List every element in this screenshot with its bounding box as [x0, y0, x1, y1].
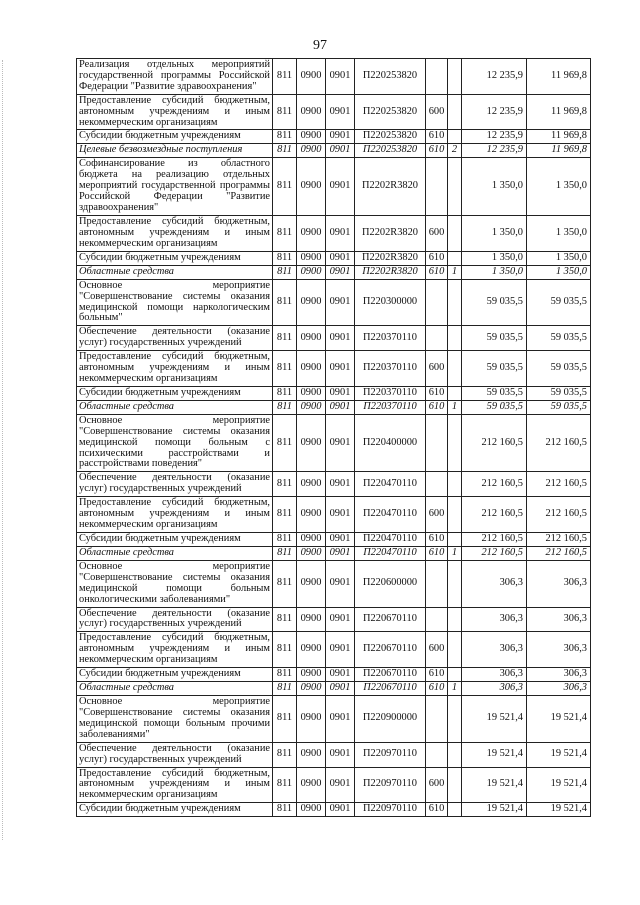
amount-year2-cell: 212 160,5 — [527, 472, 591, 497]
expense-type-code-cell: 600 — [426, 351, 448, 387]
row-name-cell: Субсидии бюджетным учреждениям — [77, 251, 273, 265]
funding-source-cell: 1 — [448, 682, 462, 696]
amount-year2-cell: 306,3 — [527, 560, 591, 607]
grbs-code-cell: 811 — [273, 803, 297, 817]
expense-type-code-cell: 610 — [426, 546, 448, 560]
amount-year1-cell: 1 350,0 — [462, 215, 527, 251]
row-name-cell: Предоставление субсидий бюджетным, автономным учреждениям и иным некоммерческим организациям — [77, 94, 273, 130]
grbs-code-cell: 811 — [273, 767, 297, 803]
row-name-cell: Основное мероприятие "Совершенствование системы оказания медицинской помощи больным онкологическими заболеваниями" — [77, 560, 273, 607]
table-row — [77, 400, 591, 414]
funding-source-cell: 1 — [448, 400, 462, 414]
row-name-cell: Областные средства — [77, 400, 273, 414]
amount-year1-cell: 19 521,4 — [462, 803, 527, 817]
table-row — [77, 497, 591, 533]
subsection-code-cell: 0901 — [326, 696, 355, 743]
grbs-code-cell: 811 — [273, 632, 297, 668]
expense-type-code-cell — [426, 560, 448, 607]
amount-year2-cell: 59 035,5 — [527, 386, 591, 400]
grbs-code-cell: 811 — [273, 279, 297, 326]
section-code-cell: 0900 — [297, 742, 326, 767]
row-name-cell: Основное мероприятие "Совершенствование системы оказания медицинской помощи больным с психическими расстройствами и расстройствами поведения" — [77, 414, 273, 472]
amount-year1-cell: 19 521,4 — [462, 696, 527, 743]
section-code-cell: 0900 — [297, 560, 326, 607]
subsection-code-cell: 0901 — [326, 682, 355, 696]
amount-year1-cell: 59 035,5 — [462, 279, 527, 326]
expense-type-code-cell: 610 — [426, 803, 448, 817]
page-number: 97 — [313, 38, 327, 53]
grbs-code-cell: 811 — [273, 742, 297, 767]
target-article-code-cell: П2202R3820 — [355, 215, 426, 251]
grbs-code-cell: 811 — [273, 472, 297, 497]
grbs-code-cell: 811 — [273, 560, 297, 607]
table-row — [77, 742, 591, 767]
grbs-code-cell: 811 — [273, 497, 297, 533]
subsection-code-cell: 0901 — [326, 497, 355, 533]
subsection-code-cell: 0901 — [326, 59, 355, 95]
subsection-code-cell: 0901 — [326, 215, 355, 251]
amount-year2-cell: 306,3 — [527, 607, 591, 632]
table-row — [77, 696, 591, 743]
funding-source-cell — [448, 279, 462, 326]
subsection-code-cell: 0901 — [326, 400, 355, 414]
target-article-code-cell: П220670110 — [355, 607, 426, 632]
funding-source-cell — [448, 414, 462, 472]
funding-source-cell — [448, 767, 462, 803]
amount-year1-cell: 1 350,0 — [462, 158, 527, 216]
target-article-code-cell: П220370110 — [355, 400, 426, 414]
section-code-cell: 0900 — [297, 351, 326, 387]
amount-year1-cell: 19 521,4 — [462, 767, 527, 803]
section-code-cell: 0900 — [297, 386, 326, 400]
funding-source-cell — [448, 532, 462, 546]
target-article-code-cell: П2202R3820 — [355, 265, 426, 279]
target-article-code-cell: П220253820 — [355, 59, 426, 95]
amount-year1-cell: 212 160,5 — [462, 414, 527, 472]
funding-source-cell — [448, 607, 462, 632]
section-code-cell: 0900 — [297, 472, 326, 497]
funding-source-cell — [448, 130, 462, 144]
grbs-code-cell: 811 — [273, 144, 297, 158]
grbs-code-cell: 811 — [273, 386, 297, 400]
amount-year1-cell: 1 350,0 — [462, 251, 527, 265]
row-name-cell: Основное мероприятие "Совершенствование системы оказания медицинской помощи больным прочими заболеваниями" — [77, 696, 273, 743]
target-article-code-cell: П220470110 — [355, 546, 426, 560]
grbs-code-cell: 811 — [273, 546, 297, 560]
expense-type-code-cell: 610 — [426, 130, 448, 144]
row-name-cell: Реализация отдельных мероприятий государственной программы Российской Федерации "Развитие здравоохранения" — [77, 59, 273, 95]
grbs-code-cell: 811 — [273, 351, 297, 387]
subsection-code-cell: 0901 — [326, 607, 355, 632]
subsection-code-cell: 0901 — [326, 668, 355, 682]
amount-year2-cell: 1 350,0 — [527, 215, 591, 251]
row-name-cell: Предоставление субсидий бюджетным, автономным учреждениям и иным некоммерческим организациям — [77, 215, 273, 251]
target-article-code-cell: П220370110 — [355, 351, 426, 387]
row-name-cell: Субсидии бюджетным учреждениям — [77, 668, 273, 682]
amount-year1-cell: 306,3 — [462, 668, 527, 682]
expense-type-code-cell: 610 — [426, 682, 448, 696]
table-row — [77, 158, 591, 216]
target-article-code-cell: П220670110 — [355, 668, 426, 682]
section-code-cell: 0900 — [297, 803, 326, 817]
subsection-code-cell: 0901 — [326, 130, 355, 144]
funding-source-cell — [448, 215, 462, 251]
funding-source-cell — [448, 59, 462, 95]
expense-type-code-cell — [426, 279, 448, 326]
grbs-code-cell: 811 — [273, 696, 297, 743]
funding-source-cell: 2 — [448, 144, 462, 158]
row-name-cell: Предоставление субсидий бюджетным, автономным учреждениям и иным некоммерческим организациям — [77, 351, 273, 387]
table-row — [77, 94, 591, 130]
row-name-cell: Целевые безвозмездные поступления — [77, 144, 273, 158]
section-code-cell: 0900 — [297, 59, 326, 95]
grbs-code-cell: 811 — [273, 400, 297, 414]
expense-type-code-cell: 600 — [426, 94, 448, 130]
table-row — [77, 414, 591, 472]
subsection-code-cell: 0901 — [326, 742, 355, 767]
funding-source-cell — [448, 472, 462, 497]
funding-source-cell — [448, 696, 462, 743]
subsection-code-cell: 0901 — [326, 326, 355, 351]
section-code-cell: 0900 — [297, 546, 326, 560]
table-row — [77, 560, 591, 607]
amount-year1-cell: 306,3 — [462, 682, 527, 696]
section-code-cell: 0900 — [297, 94, 326, 130]
target-article-code-cell: П220670110 — [355, 682, 426, 696]
subsection-code-cell: 0901 — [326, 144, 355, 158]
table-row — [77, 265, 591, 279]
target-article-code-cell: П220900000 — [355, 696, 426, 743]
section-code-cell: 0900 — [297, 497, 326, 533]
amount-year1-cell: 59 035,5 — [462, 351, 527, 387]
subsection-code-cell: 0901 — [326, 803, 355, 817]
expense-type-code-cell: 600 — [426, 632, 448, 668]
section-code-cell: 0900 — [297, 265, 326, 279]
expense-type-code-cell — [426, 326, 448, 351]
target-article-code-cell: П220970110 — [355, 767, 426, 803]
subsection-code-cell: 0901 — [326, 158, 355, 216]
table-row — [77, 607, 591, 632]
table-row — [77, 546, 591, 560]
amount-year2-cell: 19 521,4 — [527, 696, 591, 743]
expense-type-code-cell — [426, 696, 448, 743]
section-code-cell: 0900 — [297, 251, 326, 265]
row-name-cell: Софинансирование из областного бюджета на реализацию отдельных мероприятий государственной программы Российской Федерации "Развитие здравоохранения" — [77, 158, 273, 216]
grbs-code-cell: 811 — [273, 682, 297, 696]
subsection-code-cell: 0901 — [326, 251, 355, 265]
amount-year1-cell: 59 035,5 — [462, 326, 527, 351]
expense-type-code-cell: 610 — [426, 386, 448, 400]
row-name-cell: Субсидии бюджетным учреждениям — [77, 130, 273, 144]
budget-table — [76, 58, 591, 817]
amount-year2-cell: 19 521,4 — [527, 803, 591, 817]
subsection-code-cell: 0901 — [326, 767, 355, 803]
grbs-code-cell: 811 — [273, 158, 297, 216]
section-code-cell: 0900 — [297, 144, 326, 158]
row-name-cell: Предоставление субсидий бюджетным, автономным учреждениям и иным некоммерческим организациям — [77, 497, 273, 533]
amount-year1-cell: 59 035,5 — [462, 386, 527, 400]
table-row — [77, 130, 591, 144]
expense-type-code-cell — [426, 59, 448, 95]
section-code-cell: 0900 — [297, 607, 326, 632]
amount-year1-cell: 12 235,9 — [462, 130, 527, 144]
funding-source-cell — [448, 158, 462, 216]
section-code-cell: 0900 — [297, 279, 326, 326]
subsection-code-cell: 0901 — [326, 386, 355, 400]
amount-year2-cell: 212 160,5 — [527, 546, 591, 560]
table-row — [77, 144, 591, 158]
row-name-cell: Областные средства — [77, 682, 273, 696]
amount-year2-cell: 59 035,5 — [527, 400, 591, 414]
grbs-code-cell: 811 — [273, 130, 297, 144]
expense-type-code-cell — [426, 158, 448, 216]
expense-type-code-cell — [426, 472, 448, 497]
amount-year2-cell: 212 160,5 — [527, 414, 591, 472]
row-name-cell: Субсидии бюджетным учреждениям — [77, 803, 273, 817]
section-code-cell: 0900 — [297, 158, 326, 216]
amount-year2-cell: 1 350,0 — [527, 251, 591, 265]
subsection-code-cell: 0901 — [326, 532, 355, 546]
row-name-cell: Областные средства — [77, 546, 273, 560]
expense-type-code-cell: 600 — [426, 215, 448, 251]
subsection-code-cell: 0901 — [326, 94, 355, 130]
grbs-code-cell: 811 — [273, 265, 297, 279]
grbs-code-cell: 811 — [273, 668, 297, 682]
row-name-cell: Областные средства — [77, 265, 273, 279]
amount-year2-cell: 1 350,0 — [527, 158, 591, 216]
section-code-cell: 0900 — [297, 682, 326, 696]
section-code-cell: 0900 — [297, 632, 326, 668]
target-article-code-cell: П2202R3820 — [355, 251, 426, 265]
amount-year1-cell: 12 235,9 — [462, 59, 527, 95]
subsection-code-cell: 0901 — [326, 279, 355, 326]
amount-year2-cell: 11 969,8 — [527, 130, 591, 144]
expense-type-code-cell: 610 — [426, 668, 448, 682]
grbs-code-cell: 811 — [273, 326, 297, 351]
expense-type-code-cell: 610 — [426, 251, 448, 265]
grbs-code-cell: 811 — [273, 532, 297, 546]
table-row — [77, 251, 591, 265]
target-article-code-cell: П220370110 — [355, 386, 426, 400]
section-code-cell: 0900 — [297, 400, 326, 414]
amount-year1-cell: 1 350,0 — [462, 265, 527, 279]
funding-source-cell — [448, 632, 462, 668]
grbs-code-cell: 811 — [273, 414, 297, 472]
amount-year1-cell: 212 160,5 — [462, 472, 527, 497]
amount-year1-cell: 19 521,4 — [462, 742, 527, 767]
budget-table-body — [77, 59, 591, 817]
row-name-cell: Обеспечение деятельности (оказание услуг) государственных учреждений — [77, 326, 273, 351]
target-article-code-cell: П220370110 — [355, 326, 426, 351]
target-article-code-cell: П220470110 — [355, 497, 426, 533]
expense-type-code-cell: 610 — [426, 400, 448, 414]
subsection-code-cell: 0901 — [326, 265, 355, 279]
grbs-code-cell: 811 — [273, 215, 297, 251]
funding-source-cell — [448, 668, 462, 682]
row-name-cell: Обеспечение деятельности (оказание услуг) государственных учреждений — [77, 607, 273, 632]
funding-source-cell — [448, 351, 462, 387]
funding-source-cell: 1 — [448, 265, 462, 279]
amount-year2-cell: 11 969,8 — [527, 144, 591, 158]
scan-edge-mark — [2, 60, 4, 840]
funding-source-cell: 1 — [448, 546, 462, 560]
row-name-cell: Предоставление субсидий бюджетным, автономным учреждениям и иным некоммерческим организациям — [77, 632, 273, 668]
section-code-cell: 0900 — [297, 130, 326, 144]
table-row — [77, 767, 591, 803]
amount-year2-cell: 11 969,8 — [527, 59, 591, 95]
section-code-cell: 0900 — [297, 532, 326, 546]
row-name-cell: Обеспечение деятельности (оказание услуг) государственных учреждений — [77, 472, 273, 497]
amount-year1-cell: 212 160,5 — [462, 497, 527, 533]
target-article-code-cell: П220253820 — [355, 144, 426, 158]
funding-source-cell — [448, 94, 462, 130]
amount-year2-cell: 306,3 — [527, 682, 591, 696]
row-name-cell: Субсидии бюджетным учреждениям — [77, 386, 273, 400]
grbs-code-cell: 811 — [273, 59, 297, 95]
target-article-code-cell: П220600000 — [355, 560, 426, 607]
target-article-code-cell: П220400000 — [355, 414, 426, 472]
expense-type-code-cell — [426, 742, 448, 767]
target-article-code-cell: П220970110 — [355, 803, 426, 817]
target-article-code-cell: П220300000 — [355, 279, 426, 326]
target-article-code-cell: П220253820 — [355, 130, 426, 144]
funding-source-cell — [448, 742, 462, 767]
row-name-cell: Основное мероприятие "Совершенствование системы оказания медицинской помощи наркологическим больным" — [77, 279, 273, 326]
grbs-code-cell: 811 — [273, 251, 297, 265]
expense-type-code-cell — [426, 414, 448, 472]
section-code-cell: 0900 — [297, 668, 326, 682]
amount-year1-cell: 59 035,5 — [462, 400, 527, 414]
target-article-code-cell: П220470110 — [355, 532, 426, 546]
amount-year1-cell: 212 160,5 — [462, 546, 527, 560]
amount-year2-cell: 306,3 — [527, 668, 591, 682]
table-row — [77, 351, 591, 387]
section-code-cell: 0900 — [297, 767, 326, 803]
table-row — [77, 59, 591, 95]
amount-year2-cell: 212 160,5 — [527, 497, 591, 533]
target-article-code-cell: П220670110 — [355, 632, 426, 668]
target-article-code-cell: П220470110 — [355, 472, 426, 497]
amount-year2-cell: 212 160,5 — [527, 532, 591, 546]
expense-type-code-cell: 610 — [426, 532, 448, 546]
table-row — [77, 326, 591, 351]
amount-year2-cell: 19 521,4 — [527, 767, 591, 803]
table-row — [77, 668, 591, 682]
subsection-code-cell: 0901 — [326, 560, 355, 607]
subsection-code-cell: 0901 — [326, 351, 355, 387]
table-row — [77, 279, 591, 326]
funding-source-cell — [448, 326, 462, 351]
row-name-cell: Субсидии бюджетным учреждениям — [77, 532, 273, 546]
funding-source-cell — [448, 251, 462, 265]
amount-year2-cell: 1 350,0 — [527, 265, 591, 279]
amount-year2-cell: 59 035,5 — [527, 279, 591, 326]
section-code-cell: 0900 — [297, 414, 326, 472]
amount-year1-cell: 12 235,9 — [462, 94, 527, 130]
subsection-code-cell: 0901 — [326, 414, 355, 472]
row-name-cell: Предоставление субсидий бюджетным, автономным учреждениям и иным некоммерческим организациям — [77, 767, 273, 803]
amount-year1-cell: 12 235,9 — [462, 144, 527, 158]
amount-year2-cell: 59 035,5 — [527, 326, 591, 351]
amount-year1-cell: 306,3 — [462, 607, 527, 632]
section-code-cell: 0900 — [297, 326, 326, 351]
section-code-cell: 0900 — [297, 215, 326, 251]
amount-year1-cell: 306,3 — [462, 632, 527, 668]
funding-source-cell — [448, 560, 462, 607]
amount-year1-cell: 306,3 — [462, 560, 527, 607]
table-row — [77, 682, 591, 696]
expense-type-code-cell — [426, 607, 448, 632]
grbs-code-cell: 811 — [273, 607, 297, 632]
amount-year2-cell: 59 035,5 — [527, 351, 591, 387]
expense-type-code-cell: 610 — [426, 265, 448, 279]
table-row — [77, 632, 591, 668]
table-row — [77, 803, 591, 817]
table-row — [77, 386, 591, 400]
amount-year2-cell: 19 521,4 — [527, 742, 591, 767]
funding-source-cell — [448, 386, 462, 400]
subsection-code-cell: 0901 — [326, 632, 355, 668]
subsection-code-cell: 0901 — [326, 472, 355, 497]
table-row — [77, 472, 591, 497]
row-name-cell: Обеспечение деятельности (оказание услуг) государственных учреждений — [77, 742, 273, 767]
table-row — [77, 532, 591, 546]
table-row — [77, 215, 591, 251]
target-article-code-cell: П220970110 — [355, 742, 426, 767]
subsection-code-cell: 0901 — [326, 546, 355, 560]
target-article-code-cell: П2202R3820 — [355, 158, 426, 216]
amount-year2-cell: 11 969,8 — [527, 94, 591, 130]
section-code-cell: 0900 — [297, 696, 326, 743]
expense-type-code-cell: 600 — [426, 767, 448, 803]
amount-year2-cell: 306,3 — [527, 632, 591, 668]
amount-year1-cell: 212 160,5 — [462, 532, 527, 546]
expense-type-code-cell: 600 — [426, 497, 448, 533]
funding-source-cell — [448, 497, 462, 533]
expense-type-code-cell: 610 — [426, 144, 448, 158]
grbs-code-cell: 811 — [273, 94, 297, 130]
target-article-code-cell: П220253820 — [355, 94, 426, 130]
funding-source-cell — [448, 803, 462, 817]
